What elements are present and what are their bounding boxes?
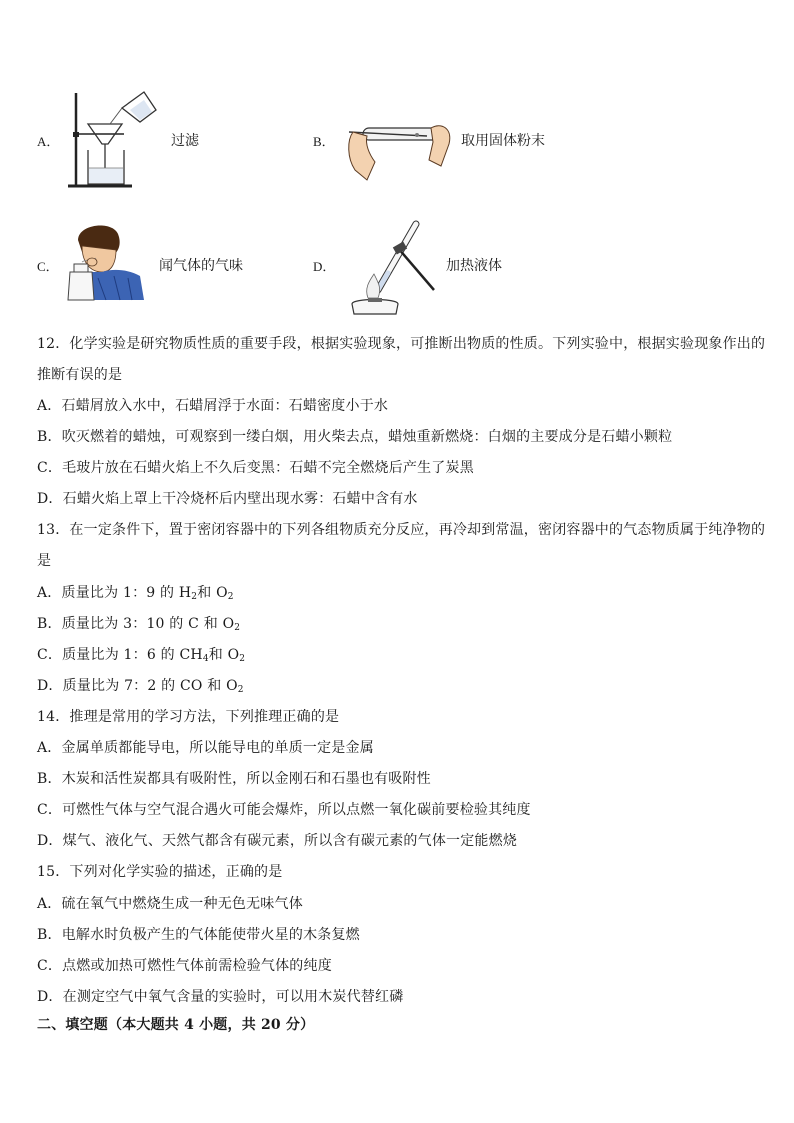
- question-12-stem-line1: 12．化学实验是研究物质性质的重要手段，根据实验现象，可推断出物质的性质。下列实验中，根据实验现象作出的: [37, 336, 766, 352]
- option-b-caption: 取用固体粉末: [461, 133, 545, 149]
- test-tube-powder-icon: [345, 118, 457, 184]
- question-13-option-a: A．质量比为 1：9 的 $H_2$和 $O_2$: [37, 585, 234, 602]
- section-2-heading: 二、填空题（本大题共 4 小题，共 20 分）: [37, 1017, 315, 1033]
- question-14-stem: 14．推理是常用的学习方法，下列推理正确的是: [37, 709, 340, 725]
- option-d-caption: 加热液体: [446, 258, 502, 274]
- question-13-stem-line2: 是: [37, 553, 52, 569]
- question-15-option-a: A．硫在氧气中燃烧生成一种无色无味气体: [37, 896, 303, 912]
- question-15-option-d: D．在测定空气中氧气含量的实验时，可以用木炭代替红磷: [37, 989, 404, 1005]
- question-15-option-b: B．电解水时负极产生的气体能使带火星的木条复燃: [37, 927, 360, 943]
- question-12-option-b: B．吹灭燃着的蜡烛，可观察到一缕白烟，用火柴去点，蜡烛重新燃烧：白烟的主要成分是石蜡小颗粒: [37, 429, 673, 445]
- question-14-option-d: D．煤气、液化气、天然气都含有碳元素，所以含有碳元素的气体一定能燃烧: [37, 833, 518, 849]
- question-13-stem-line1: 13．在一定条件下，置于密闭容器中的下列各组物质充分反应，再冷却到常温，密闭容器中的气态物质属于纯净物的: [37, 522, 766, 538]
- question-12-option-c: C．毛玻片放在石蜡火焰上不久后变黑：石蜡不完全燃烧后产生了炭黑: [37, 460, 474, 476]
- filtration-apparatus-icon: [64, 88, 164, 190]
- option-b-letter: B．: [313, 134, 335, 149]
- question-12-stem-line2: 推断有误的是: [37, 367, 123, 383]
- question-13-option-b: B．质量比为 3：10 的 C 和 $O_2$: [37, 616, 241, 633]
- question-12-option-a: A．石蜡屑放入水中，石蜡屑浮于水面：石蜡密度小于水: [37, 398, 389, 414]
- option-a-caption: 过滤: [171, 133, 199, 149]
- question-15-stem: 15．下列对化学实验的描述，正确的是: [37, 864, 283, 880]
- question-15-option-c: C．点燃或加热可燃性气体前需检验气体的纯度: [37, 958, 332, 974]
- question-14-option-b: B．木炭和活性炭都具有吸附性，所以金刚石和石墨也有吸附性: [37, 771, 431, 787]
- question-13-option-c: C．质量比为 1：6 的 $CH_4$和 $O_2$: [37, 647, 246, 664]
- heating-liquid-icon: [338, 218, 438, 316]
- question-14-option-a: A．金属单质都能导电，所以能导电的单质一定是金属: [37, 740, 374, 756]
- question-14-option-c: C．可燃性气体与空气混合遇火可能会爆炸，所以点燃一氧化碳前要检验其纯度: [37, 802, 531, 818]
- question-12-option-d: D．石蜡火焰上罩上干冷烧杯后内壁出现水雾：石蜡中含有水: [37, 491, 418, 507]
- boy-smelling-gas-icon: [68, 222, 146, 302]
- question-13-option-d: D．质量比为 7：2 的 CO 和 $O_2$: [37, 678, 244, 695]
- option-c-caption: 闻气体的气味: [159, 258, 243, 274]
- option-d-letter: D．: [313, 259, 336, 274]
- option-a-letter: A．: [37, 134, 60, 149]
- option-c-letter: C．: [37, 259, 59, 274]
